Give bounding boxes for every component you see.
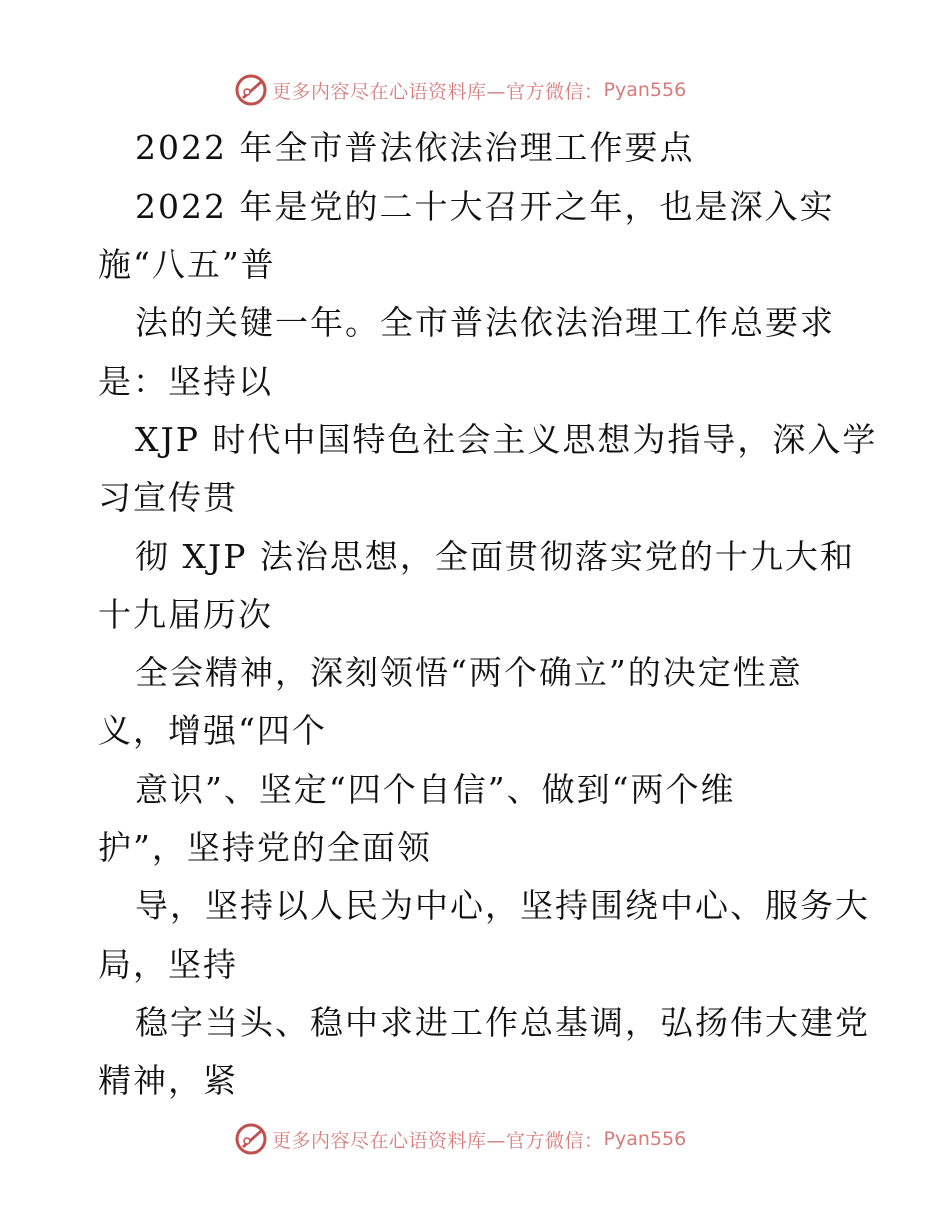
watermark-handle: Pyan556 — [603, 1128, 687, 1150]
paragraph-line: 全会精神，深刻领悟“两个确立”的决定性意 — [135, 653, 803, 692]
paragraph-line: 彻 XJP 法治思想，全面贯彻落实党的十九大和 — [135, 537, 855, 576]
paragraph-line: 义，增强“四个 — [98, 711, 327, 750]
watermark-text: 更多内容尽在心语资料库—官方微信： — [272, 1129, 604, 1152]
paragraph-line: 2022 年是党的二十大召开之年，也是深入实 — [135, 187, 835, 226]
document-title: 2022 年全市普法依法治理工作要点 — [135, 128, 695, 167]
header-watermark — [234, 72, 754, 108]
paragraph-line: 护”，坚持党的全面领 — [98, 828, 432, 867]
paragraph-line: 导，坚持以人民为中心，坚持围绕中心、服务大 — [135, 886, 870, 925]
brand-logo-icon — [234, 73, 268, 107]
paragraph-line: 习宣传贯 — [98, 478, 238, 517]
paragraph-line: 是：坚持以 — [98, 362, 273, 401]
paragraph-line: 十九届历次 — [98, 595, 273, 634]
paragraph-line: 精神，紧 — [98, 1061, 238, 1100]
watermark-handle: Pyan556 — [603, 79, 687, 101]
paragraph-line: 施“八五”普 — [98, 245, 276, 284]
paragraph-line: XJP 时代中国特色社会主义思想为指导，深入学 — [135, 420, 878, 459]
paragraph-line: 局，坚持 — [98, 945, 238, 984]
brand-logo-icon — [234, 1122, 268, 1156]
paragraph-line: 意识”、坚定“四个自信”、做到“两个维 — [135, 770, 736, 809]
watermark-text: 更多内容尽在心语资料库—官方微信： — [272, 80, 604, 103]
paragraph-line: 稳字当头、稳中求进工作总基调，弘扬伟大建党 — [135, 1003, 870, 1042]
footer-watermark — [234, 1121, 754, 1157]
paragraph-line: 法的关键一年。全市普法依法治理工作总要求 — [135, 303, 835, 342]
